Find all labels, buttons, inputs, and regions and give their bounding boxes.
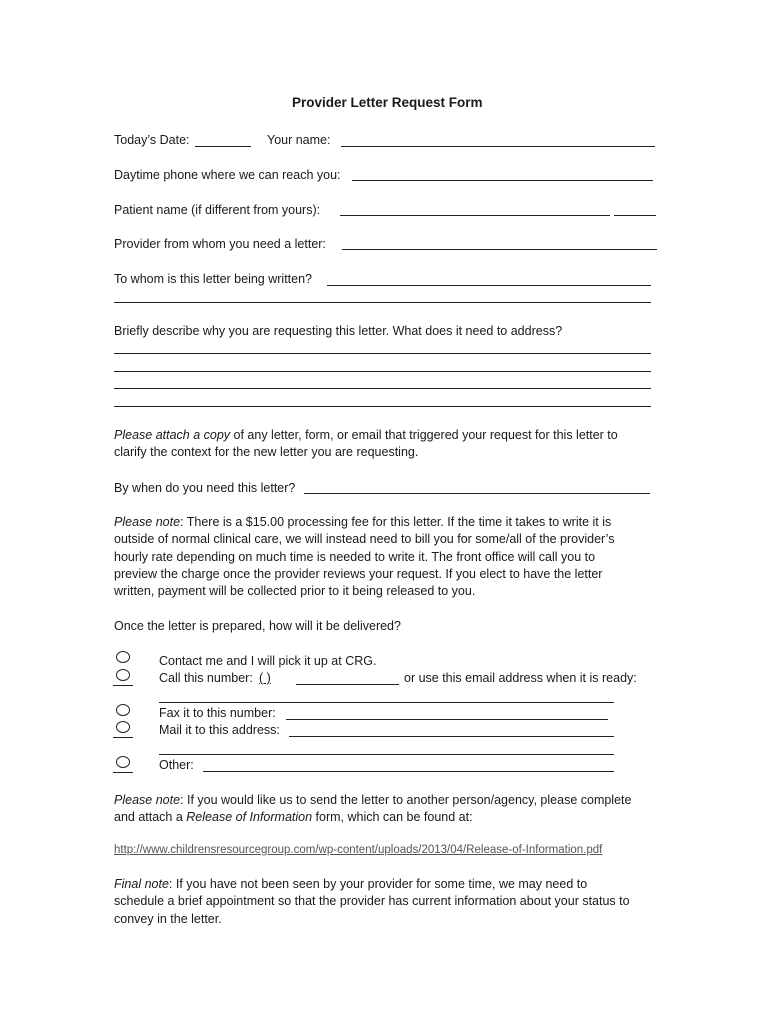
other-radio[interactable] <box>116 756 130 768</box>
call-radio[interactable] <box>116 669 130 681</box>
describe-label: Briefly describe why you are requesting this letter. What does it need to address? <box>114 324 563 338</box>
patient-name-label: Patient name (if different from yours): <box>114 203 321 217</box>
call-radio-underline <box>113 685 133 686</box>
attach-note <box>114 427 618 462</box>
provider-label: Provider from whom you need a letter: <box>114 237 326 251</box>
your-name-label: Your name: <box>267 133 331 147</box>
fee-note-line-2: outside of normal clinical care, we will instead need to bill you for some/all of the provider’s <box>114 532 615 547</box>
call-label: Call this number: <box>159 671 253 685</box>
mail-address-field-line-2[interactable] <box>159 754 614 755</box>
mail-label: Mail it to this address: <box>159 723 280 737</box>
by-when-field[interactable] <box>304 493 650 494</box>
pickup-label: Contact me and I will pick it up at CRG. <box>159 654 377 668</box>
email-field[interactable] <box>159 702 614 703</box>
to-whom-field[interactable] <box>327 285 651 286</box>
fee-note <box>114 514 614 600</box>
other-radio-underline <box>113 772 133 773</box>
describe-field-line-4[interactable] <box>114 406 651 407</box>
release-note-lead: Please note <box>114 793 181 807</box>
fax-label: Fax it to this number: <box>159 706 276 720</box>
call-number-field[interactable] <box>296 684 399 685</box>
call-area-code: ( ) <box>259 671 271 685</box>
mail-radio-underline <box>113 737 133 738</box>
fee-note-line-3: hourly rate depending on much time is needed to write it. The front office will call you to <box>114 549 596 564</box>
todays-date-field[interactable] <box>195 146 251 147</box>
fee-note-line-5: written, payment will be collected prior to it being released to you. <box>114 584 476 599</box>
daytime-phone-label: Daytime phone where we can reach you: <box>114 168 341 182</box>
other-field[interactable] <box>203 771 614 772</box>
to-whom-label: To whom is this letter being written? <box>114 272 313 286</box>
fee-note-line-4: preview the charge once the provider reviews your request. If you elect to have the letter <box>114 566 603 581</box>
by-when-label: By when do you need this letter? <box>114 481 296 495</box>
attach-note-lead: Please attach a copy <box>114 428 231 442</box>
fee-note-lead: Please note <box>114 515 181 529</box>
provider-field[interactable] <box>342 249 657 250</box>
final-note-line-1: : If you have not been seen by your provider for some time, we may need to <box>168 877 588 891</box>
other-label: Other: <box>159 758 194 772</box>
mail-radio[interactable] <box>116 721 130 733</box>
release-note <box>114 792 631 827</box>
fax-radio[interactable] <box>116 704 130 716</box>
to-whom-field-line-2[interactable] <box>114 302 651 303</box>
release-form-link[interactable]: http://www.childrensresourcegroup.com/wp-content/uploads/2013/04/Release-of-Information.pdf <box>114 844 603 856</box>
fee-note-line-1: : There is a $15.00 processing fee for this letter. If the time it takes to write it is <box>180 515 612 529</box>
fax-number-field[interactable] <box>286 719 608 720</box>
final-note-line-2: schedule a brief appointment so that the provider has current information about your status to <box>114 894 630 909</box>
mail-address-field[interactable] <box>289 736 614 737</box>
patient-name-field-extra[interactable] <box>614 215 656 216</box>
pickup-radio[interactable] <box>116 651 130 663</box>
patient-name-field[interactable] <box>340 215 610 216</box>
release-note-line-1: : If you would like us to send the letter to another person/agency, please complete <box>180 793 632 807</box>
page-title: Provider Letter Request Form <box>292 95 483 110</box>
describe-field-line-3[interactable] <box>114 388 651 389</box>
delivery-question: Once the letter is prepared, how will it be delivered? <box>114 619 401 633</box>
final-note-line-3: convey in the letter. <box>114 911 222 926</box>
final-note-lead: Final note <box>114 877 169 891</box>
final-note <box>114 876 630 928</box>
attach-note-line-2: clarify the context for the new letter you are requesting. <box>114 445 419 460</box>
attach-note-line-1: of any letter, form, or email that triggered your request for this letter to <box>230 428 618 442</box>
release-note-line-2-pre: and attach a <box>114 810 187 825</box>
describe-field-line-1[interactable] <box>114 353 651 354</box>
call-email-label: or use this email address when it is ready: <box>404 671 637 685</box>
your-name-field[interactable] <box>341 146 655 147</box>
release-note-line-2-post: form, which can be found at: <box>312 810 473 825</box>
daytime-phone-field[interactable] <box>352 180 653 181</box>
release-note-form-name: Release of Information <box>186 810 313 825</box>
todays-date-label: Today’s Date: <box>114 133 190 147</box>
describe-field-line-2[interactable] <box>114 371 651 372</box>
